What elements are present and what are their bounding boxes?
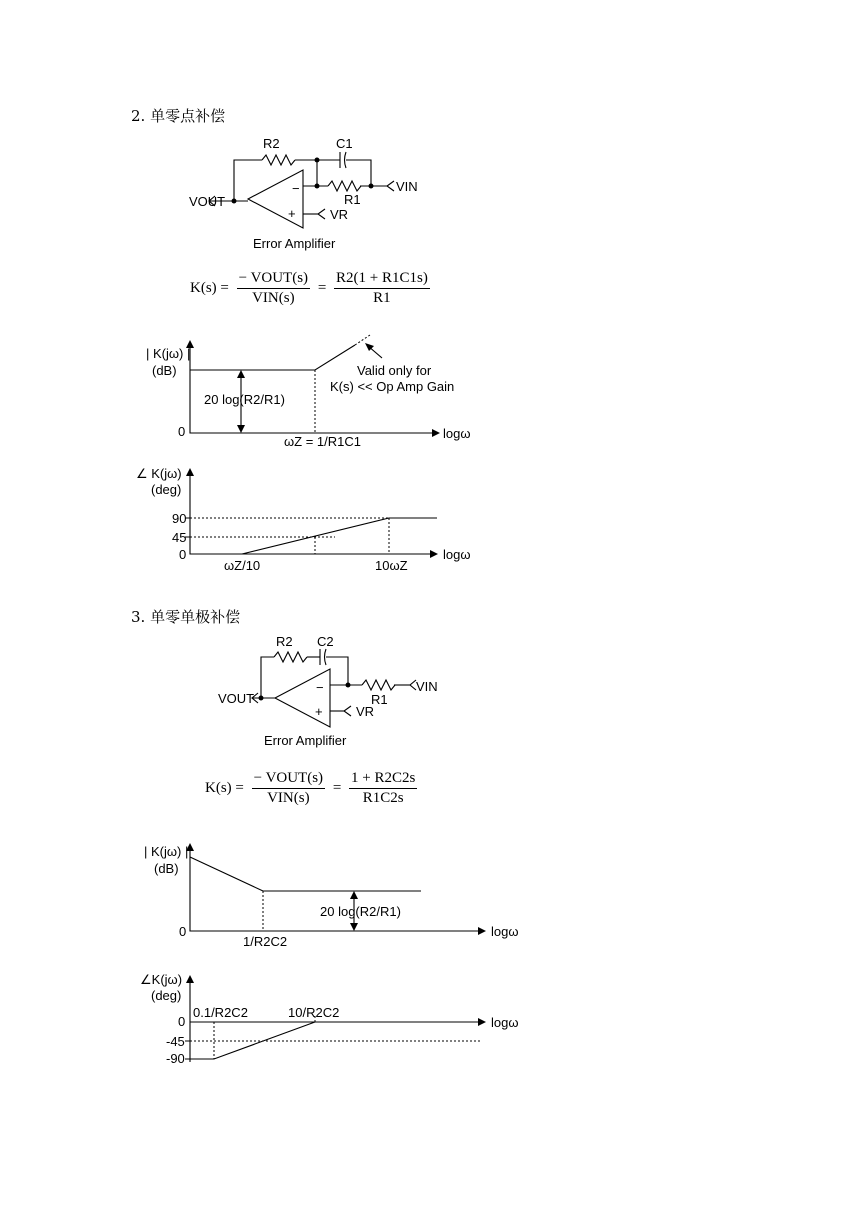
mag-gain-label: 20 log(R2/R1) (320, 904, 401, 919)
mag-ylabel-1: | K(jω) | (146, 346, 191, 361)
phase-ylabel-2: (deg) (151, 988, 182, 1003)
formula-lhs: K(s) = (190, 279, 229, 296)
numerator-1: − VOUT(s) (252, 770, 325, 789)
label-vr: VR (356, 704, 375, 719)
phase-tick-0: 0 (178, 1014, 186, 1029)
label-vr: VR (330, 207, 349, 222)
phase-x-tick-right: 10ωZ (375, 558, 408, 573)
circuit-caption: Error Amplifier (264, 733, 347, 748)
numerator-2: R2(1 + R1C1s) (334, 270, 430, 289)
phase-ylabel-2: (deg) (151, 482, 182, 497)
mag-xlabel: logω (443, 426, 471, 441)
denominator-2: R1 (373, 290, 391, 306)
phase-tick-45: 45 (172, 530, 187, 545)
section-3-heading: 3. 单零单极补偿 (131, 608, 241, 626)
mag-ylabel-1: | K(jω) | (144, 844, 189, 859)
phase-tick-90: 90 (172, 511, 187, 526)
mag-corner-label: 1/R2C2 (243, 934, 288, 949)
plus-sign: + (315, 704, 323, 719)
phase-x-tick-left: ωZ/10 (224, 558, 261, 573)
formula-lhs: K(s) = (205, 779, 244, 796)
circuit-caption: Error Amplifier (253, 236, 336, 251)
label-vin: VIN (416, 679, 438, 694)
phase-xlabel: logω (443, 547, 471, 562)
denominator-1: VIN(s) (267, 790, 310, 806)
mag-note-1: Valid only for (357, 363, 432, 378)
mag-zero-label: 0 (179, 924, 187, 939)
minus-sign: − (292, 181, 300, 196)
mag-gain-label: 20 log(R2/R1) (204, 392, 285, 407)
label-vout: VOUT (218, 691, 255, 706)
mag-xlabel: logω (491, 924, 519, 939)
equals-sign: = (332, 779, 342, 796)
denominator-1: VIN(s) (252, 290, 295, 306)
section-2-heading: 2. 单零点补偿 (131, 107, 226, 125)
phase-curve (190, 1022, 315, 1059)
phase-ylabel-1: ∠ K(jω) (136, 466, 182, 481)
label-r2: R2 (276, 634, 293, 649)
mag-corner-label: ωZ = 1/R1C1 (284, 434, 361, 449)
label-c1: C1 (336, 136, 353, 151)
label-r1: R1 (371, 692, 388, 707)
mag-ylabel-2: (dB) (154, 861, 179, 876)
label-r2: R2 (263, 136, 280, 151)
minus-sign: − (316, 680, 324, 695)
label-vin: VIN (396, 179, 418, 194)
phase-x-tick-left: 0.1/R2C2 (193, 1005, 248, 1020)
denominator-2: R1C2s (362, 790, 404, 806)
label-vout: VOUT (189, 194, 226, 209)
numerator-1: − VOUT(s) (237, 270, 310, 289)
numerator-2: 1 + R2C2s (349, 770, 417, 789)
mag-note-2: K(s) << Op Amp Gain (330, 379, 455, 394)
phase-x-tick-right: 10/R2C2 (288, 1005, 340, 1020)
label-c2: C2 (317, 634, 334, 649)
phase-ylabel-1: ∠K(jω) (140, 972, 183, 987)
mag-zero-label: 0 (178, 424, 186, 439)
phase-tick-0: 0 (179, 547, 187, 562)
equals-sign: = (317, 279, 327, 296)
label-r1: R1 (344, 192, 361, 207)
phase-xlabel: logω (491, 1015, 519, 1030)
phase-tick-45: -45 (166, 1034, 185, 1049)
mag-ylabel-2: (dB) (152, 363, 177, 378)
phase-tick-90: -90 (166, 1051, 185, 1066)
plus-sign: + (288, 206, 296, 221)
